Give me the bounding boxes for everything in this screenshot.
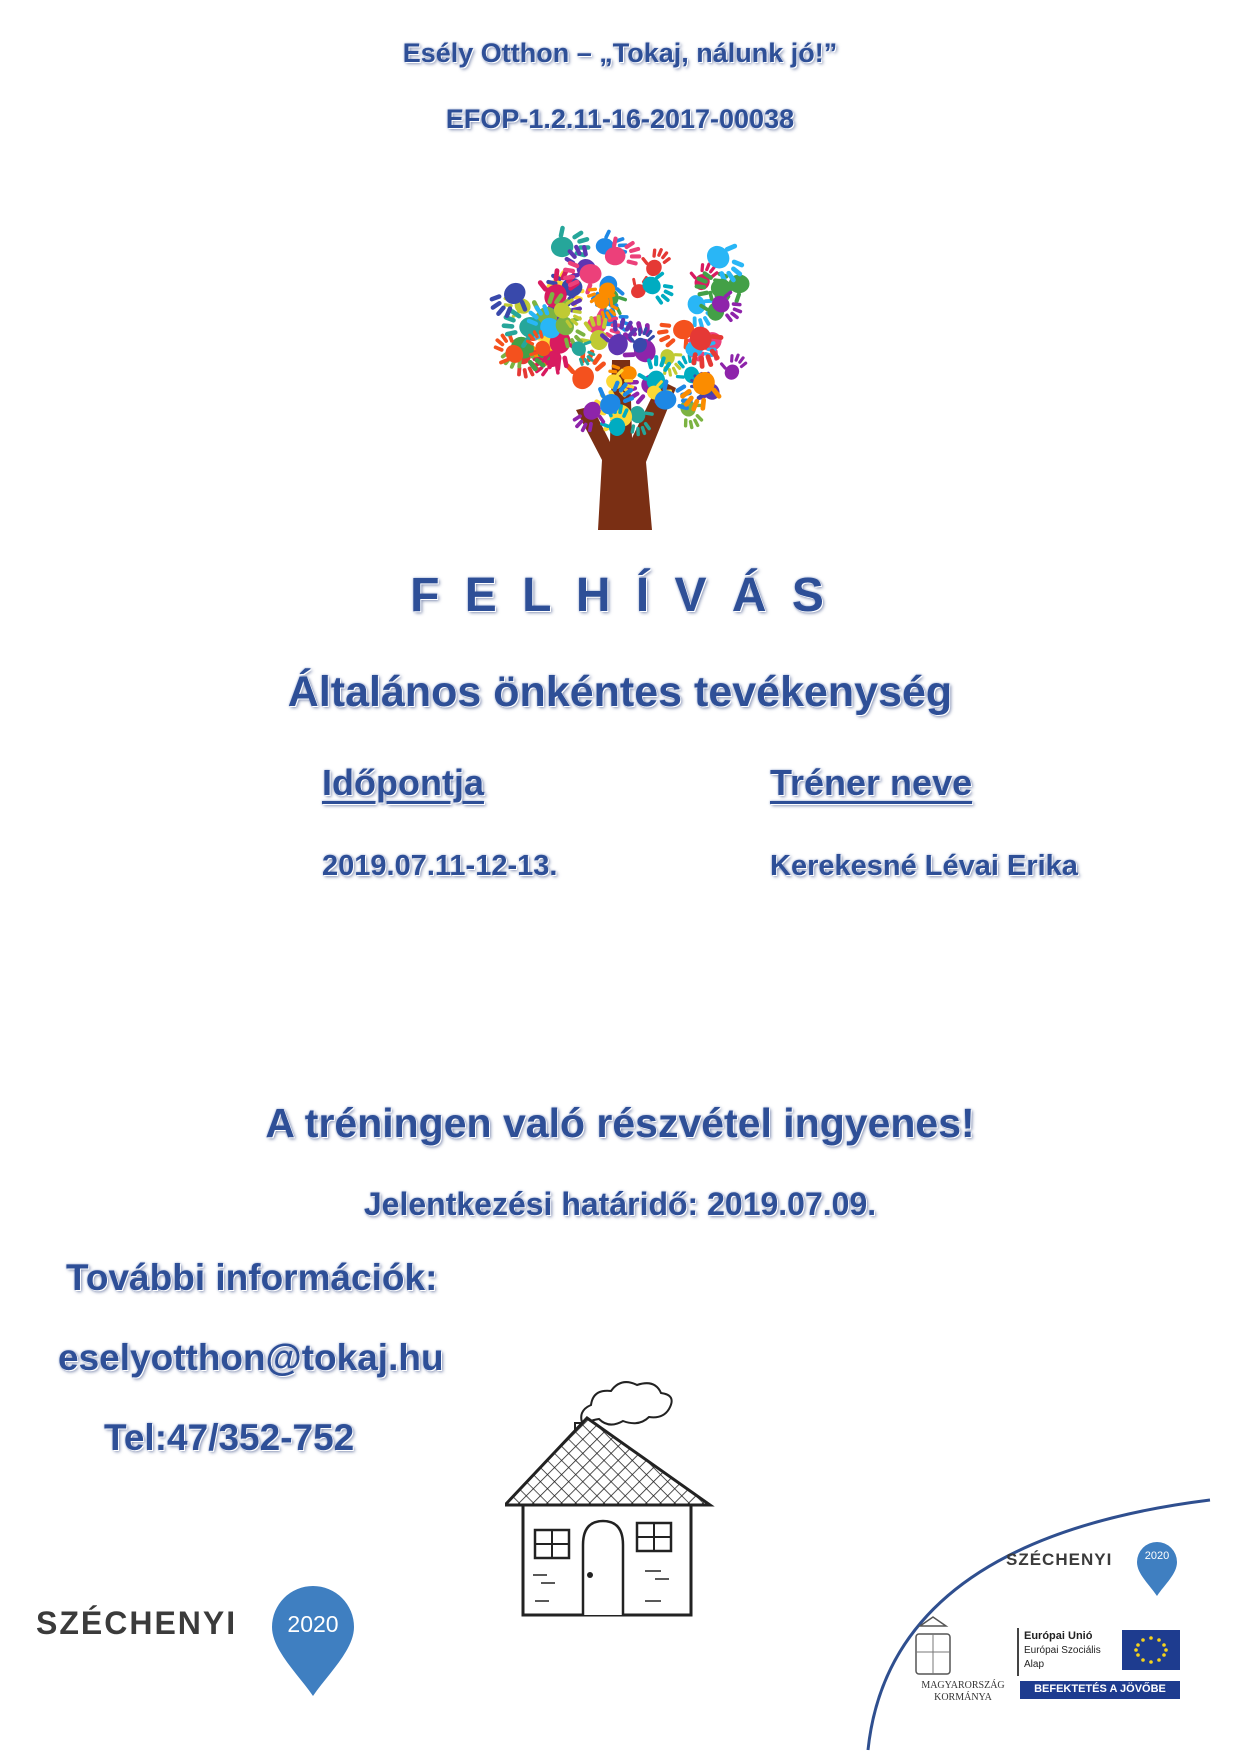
- hand-tree-illustration: [480, 210, 780, 530]
- contact-email[interactable]: eselyotthon@tokaj.hu: [58, 1337, 444, 1378]
- eu-line-1: Európai Unió: [1024, 1630, 1093, 1642]
- funding-logo-block: [860, 1480, 1240, 1754]
- eu-flag-icon: [1122, 1630, 1180, 1670]
- hungary-coat-of-arms-icon: [916, 1617, 950, 1674]
- project-code: EFOP-1.2.11-16-2017-00038: [445, 104, 795, 134]
- szechenyi-year: 2020: [287, 1611, 339, 1637]
- gov-line-2: KORMÁNYA: [934, 1692, 992, 1703]
- date-label: Időpontja: [322, 762, 484, 803]
- eu-line-3: Alap: [1024, 1659, 1045, 1670]
- call-title: F E L H Í V Á S: [410, 569, 830, 622]
- free-participation-text: A tréningen való részvétel ingyenes!: [265, 1100, 975, 1146]
- eu-banner-text: BEFEKTETÉS A JÖVŐBE: [1034, 1683, 1166, 1695]
- project-title: Esély Otthon – „Tokaj, nálunk jó!”: [402, 38, 838, 68]
- szechenyi-pin-icon: [268, 1582, 358, 1700]
- trainer-value: Kerekesné Lévai Erika: [770, 850, 1078, 882]
- small-szechenyi-wordmark: SZÉCHENYI: [1006, 1550, 1113, 1569]
- hand-prints-icon: [484, 222, 755, 441]
- szechenyi-wordmark: SZÉCHENYI: [36, 1605, 238, 1641]
- small-szechenyi-year: 2020: [1144, 1550, 1170, 1562]
- contact-phone[interactable]: Tel:47/352-752: [104, 1417, 355, 1458]
- house-drawing-icon: [505, 1375, 735, 1620]
- deadline-text: Jelentkezési határidő: 2019.07.09.: [363, 1186, 877, 1222]
- gov-line-1: MAGYARORSZÁG: [921, 1680, 1005, 1691]
- contact-heading: További információk:: [66, 1257, 438, 1298]
- eu-line-2: Európai Szociális: [1024, 1645, 1101, 1656]
- date-value: 2019.07.11-12-13.: [322, 850, 558, 882]
- trainer-label: Tréner neve: [770, 762, 973, 803]
- call-subtitle: Általános önkéntes tevékenység: [287, 668, 953, 716]
